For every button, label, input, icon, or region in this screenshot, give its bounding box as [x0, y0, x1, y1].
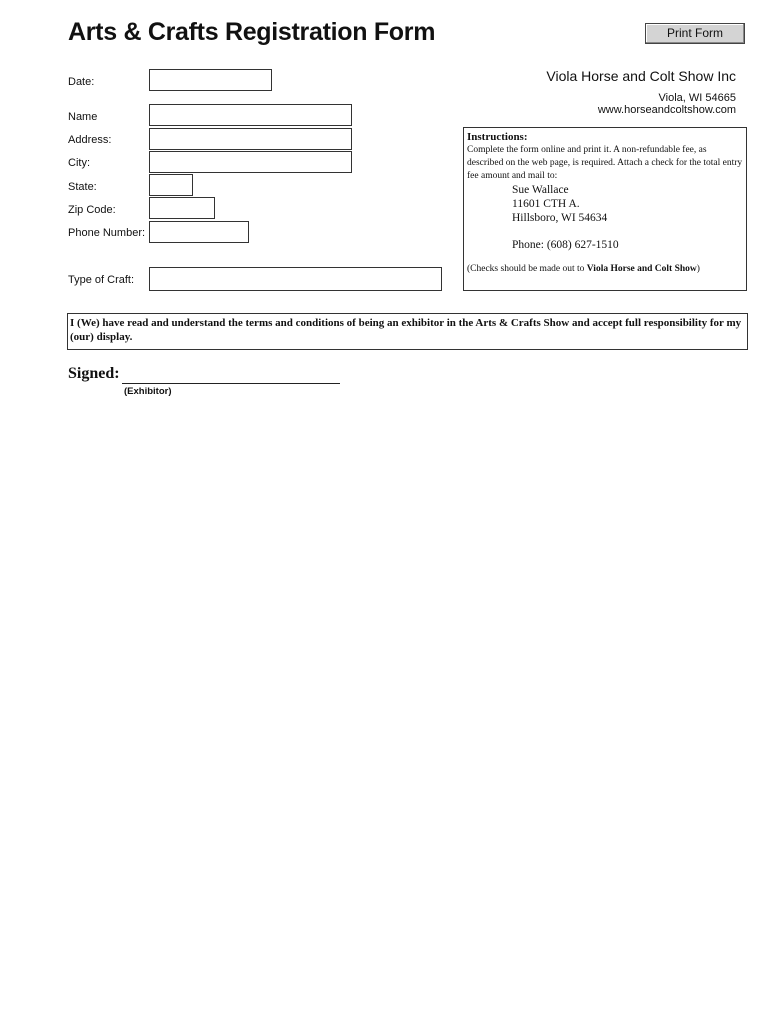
instructions-heading: Instructions:: [467, 131, 528, 143]
mail-to-city: Hillsboro, WI 54634: [512, 212, 608, 224]
state-input[interactable]: [149, 174, 193, 196]
terms-agreement: I (We) have read and understand the terms and conditions of being an exhibitor in the Arts & Crafts Show and accept full responsibility for my (our) display.: [67, 313, 748, 350]
mail-to-phone: Phone: (608) 627-1510: [512, 239, 619, 251]
print-form-button[interactable]: Print Form: [645, 23, 745, 44]
check-payee: Viola Horse and Colt Show: [586, 264, 697, 274]
check-note-suffix: ): [696, 264, 700, 274]
date-input[interactable]: [149, 69, 272, 91]
instructions-box: [463, 127, 747, 291]
city-label: City:: [68, 157, 90, 169]
name-input[interactable]: [149, 104, 352, 126]
mail-to-street: 11601 CTH A.: [512, 198, 580, 210]
form-title: Arts & Crafts Registration Form: [68, 18, 436, 46]
address-input[interactable]: [149, 128, 352, 150]
phone-number-input[interactable]: [149, 221, 249, 243]
mail-to-name: Sue Wallace: [512, 184, 569, 196]
city-input[interactable]: [149, 151, 352, 173]
check-note-prefix: (Checks should be made out to: [467, 264, 587, 274]
type-of-craft-input[interactable]: [149, 267, 442, 291]
zip-code-label: Zip Code:: [68, 204, 116, 216]
instructions-text: Complete the form online and print it. A non-refundable fee, as described on the web page, is required. Attach a check for the total entry fee amount and mail to:: [467, 145, 743, 181]
organization-city: Viola, WI 54665: [658, 92, 736, 104]
zip-code-input[interactable]: [149, 197, 215, 219]
phone-number-label: Phone Number:: [68, 227, 146, 239]
date-label: Date:: [68, 76, 95, 88]
name-label: Name: [68, 111, 98, 123]
signed-label: Signed:: [68, 365, 120, 382]
signature-line[interactable]: [122, 383, 340, 384]
check-payee-note: [467, 264, 743, 274]
type-of-craft-label: Type of Craft:: [68, 274, 135, 286]
exhibitor-caption: (Exhibitor): [124, 386, 172, 397]
state-label: State:: [68, 181, 97, 193]
organization-name: Viola Horse and Colt Show Inc: [546, 68, 736, 84]
address-label: Address:: [68, 134, 112, 146]
organization-website: www.horseandcoltshow.com: [597, 104, 736, 116]
